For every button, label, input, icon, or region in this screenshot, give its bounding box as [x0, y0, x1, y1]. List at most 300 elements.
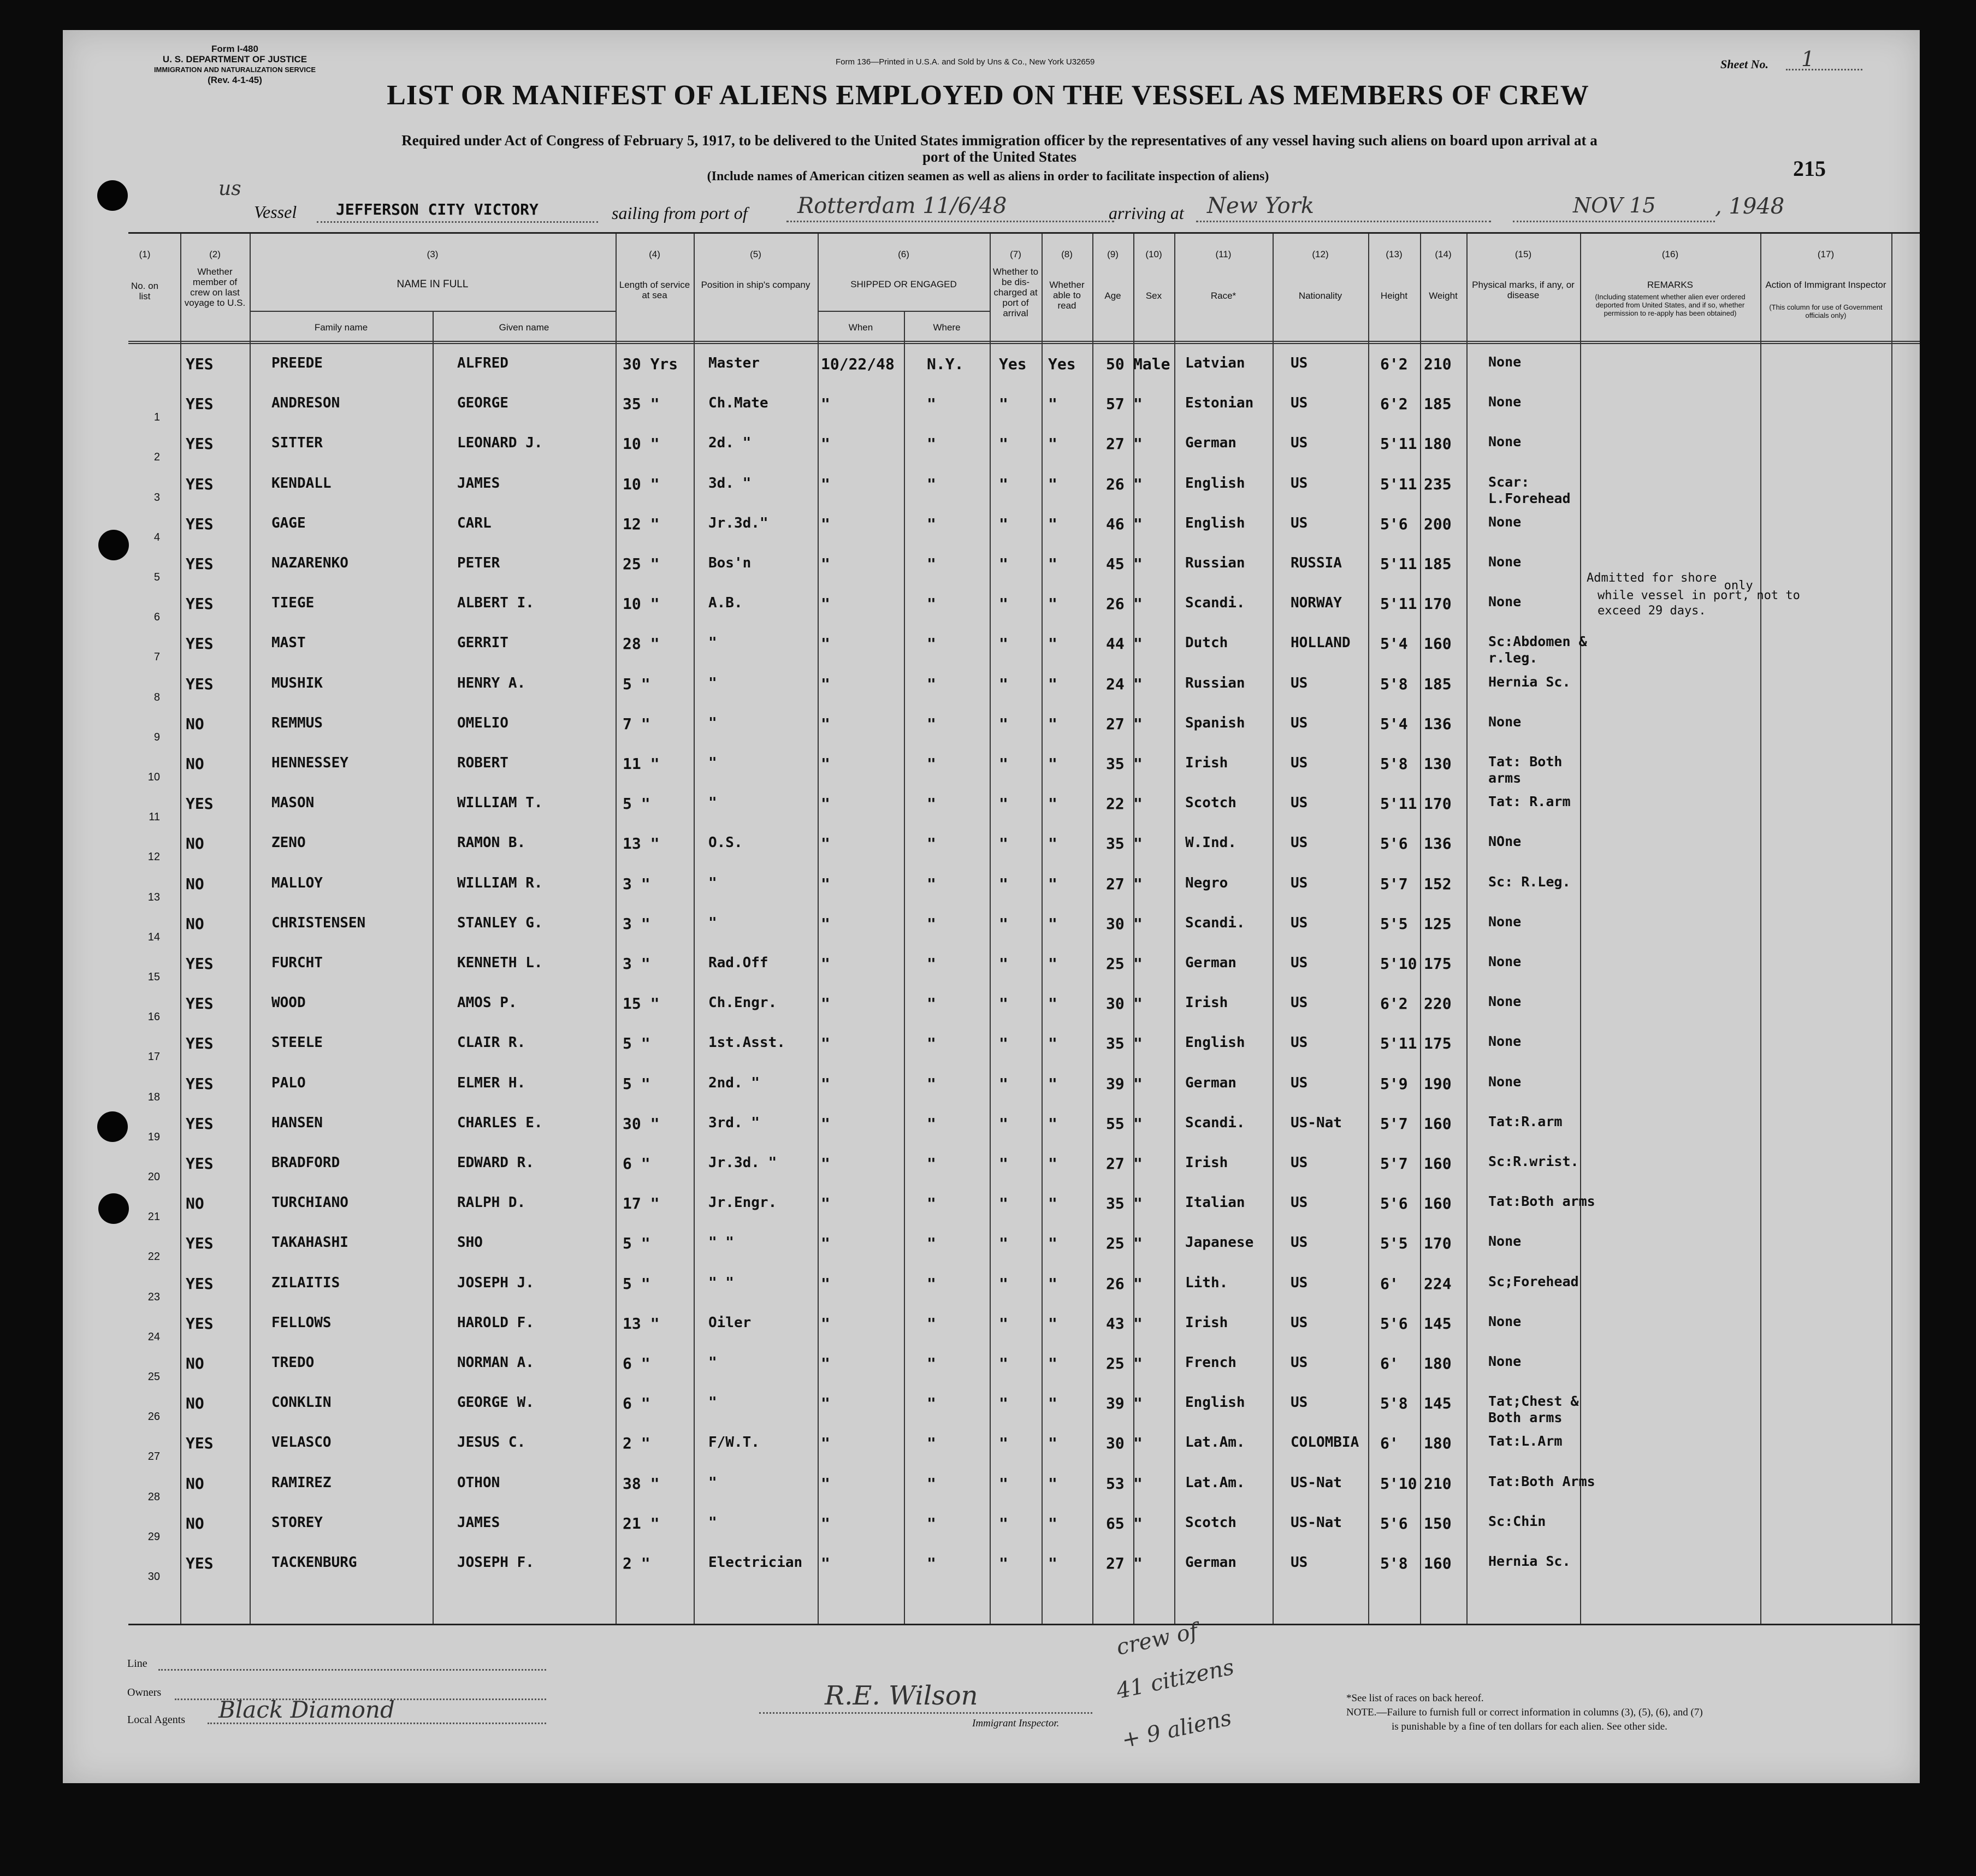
inspector-signature: R.E. Wilson [825, 1680, 978, 1711]
row-number: 24 [147, 1330, 160, 1343]
cell-where: " [927, 475, 936, 493]
cell-nat: US [1291, 835, 1308, 851]
cell-where: " [927, 1514, 936, 1532]
cell-family: STOREY [271, 1514, 323, 1531]
cell-disch: " [999, 395, 1008, 413]
cell-weight: 180 [1424, 1434, 1452, 1453]
col-num-1: (1) [139, 249, 151, 259]
cell-position: " " [708, 1274, 734, 1291]
cell-age: 27 [1106, 714, 1125, 733]
cell-marks: None [1488, 394, 1522, 410]
cell-position: 1st.Asst. [708, 1034, 785, 1051]
cell-when: " [821, 475, 830, 493]
cell-crew: YES [186, 1234, 214, 1253]
cell-sex: " [1133, 1354, 1143, 1372]
cell-age: 24 [1106, 674, 1125, 693]
cell-when: " [821, 1394, 830, 1413]
cell-disch: " [999, 714, 1008, 733]
column-rule [1368, 234, 1369, 1624]
cell-height: 6'2 [1380, 395, 1408, 413]
cell-weight: 160 [1424, 1194, 1452, 1213]
remarks-note-3: exceed 29 days. [1598, 604, 1706, 618]
row-number: 2 [153, 451, 160, 464]
cell-sex: " [1133, 714, 1143, 733]
punch-hole [98, 530, 129, 560]
cell-weight: 175 [1424, 955, 1452, 973]
cell-given: JAMES [457, 1514, 500, 1531]
header-rule-double [128, 341, 1920, 342]
cell-sex: " [1133, 435, 1143, 453]
cell-weight: 160 [1424, 1155, 1452, 1173]
cell-race: Irish [1185, 1155, 1228, 1171]
cell-family: PREEDE [271, 355, 323, 371]
cell-given: EDWARD R. [457, 1155, 534, 1171]
cell-service: 12 " [623, 514, 660, 533]
service-name: IMMIGRATION AND NATURALIZATION SERVICE [153, 66, 316, 74]
vessel-line [317, 199, 598, 223]
cell-where: " [927, 1074, 936, 1093]
col-read-header: Whether able to read [1049, 280, 1085, 311]
row-number: 10 [147, 771, 160, 783]
cell-read: " [1048, 514, 1057, 533]
subtitle-line-2: port of the United States [922, 149, 1076, 165]
cell-service: 5 " [623, 674, 650, 693]
col-num-4: (4) [649, 249, 660, 259]
cell-marks: None [1488, 354, 1522, 370]
cell-height: 6' [1380, 1354, 1399, 1372]
cell-sex: " [1133, 595, 1143, 613]
cell-race: Scotch [1185, 1514, 1237, 1531]
cell-race: Japanese [1185, 1234, 1254, 1251]
cell-family: SITTER [271, 435, 323, 452]
row-number: 25 [147, 1371, 160, 1383]
cell-race: Irish [1185, 1314, 1228, 1331]
col-age-header: Age [1104, 291, 1121, 301]
cell-nat: US-Nat [1291, 1474, 1342, 1491]
cell-position: 2nd. " [708, 1074, 760, 1091]
cell-race: Russian [1185, 555, 1245, 571]
cell-crew: YES [186, 795, 214, 813]
cell-sex: " [1133, 514, 1143, 533]
cell-sex: " [1133, 1514, 1143, 1532]
cell-when: " [821, 555, 830, 573]
cell-marks: None [1488, 1313, 1522, 1329]
arrival-date: NOV 15 [1573, 193, 1656, 217]
cell-marks: Tat:L.Arm [1488, 1433, 1563, 1449]
cell-position: Oiler [708, 1314, 752, 1331]
column-rule [1891, 234, 1892, 1624]
cell-age: 26 [1106, 475, 1125, 493]
cell-weight: 170 [1424, 595, 1452, 613]
cell-marks: None [1488, 554, 1522, 570]
cell-service: 3 " [623, 955, 650, 973]
owners-label: Owners [127, 1686, 162, 1699]
cell-nat: US [1291, 874, 1308, 891]
cell-service: 17 " [623, 1194, 660, 1213]
cell-weight: 170 [1424, 1234, 1452, 1253]
cell-when: " [821, 1474, 830, 1493]
cell-crew: NO [186, 1514, 204, 1532]
cell-race: French [1185, 1354, 1237, 1371]
cell-read: " [1048, 1354, 1057, 1372]
row-number: 15 [147, 971, 160, 983]
printer-line: Form 136—Printed in U.S.A. and Sold by Uns & Co., New York U32659 [836, 57, 1095, 67]
cell-height: 5'8 [1380, 1394, 1408, 1413]
cell-height: 5'11 [1380, 595, 1417, 613]
cell-nat: US [1291, 1354, 1308, 1371]
cell-disch: " [999, 1474, 1008, 1493]
sheet-line [1786, 47, 1862, 71]
row-number: 19 [147, 1131, 160, 1143]
cell-where: " [927, 1194, 936, 1213]
row-number: 23 [147, 1291, 160, 1303]
cell-crew: YES [186, 435, 214, 453]
row-number: 27 [147, 1451, 160, 1463]
cell-nat: US [1291, 1234, 1308, 1251]
cell-where: " [927, 1155, 936, 1173]
cell-height: 6'2 [1380, 355, 1408, 373]
cell-race: Lat.Am. [1185, 1474, 1245, 1491]
cell-age: 25 [1106, 955, 1125, 973]
cell-sex: Male [1133, 355, 1170, 373]
col-num-12: (12) [1312, 249, 1329, 259]
cell-age: 27 [1106, 435, 1125, 453]
column-rule [1174, 234, 1175, 1624]
cell-marks: NOne [1488, 833, 1522, 850]
cell-read: " [1048, 714, 1057, 733]
cell-position: 3d. " [708, 475, 752, 492]
cell-marks: Sc: R.Leg. [1488, 873, 1571, 890]
cell-sex: " [1133, 1394, 1143, 1413]
row-number: 6 [153, 611, 160, 624]
cell-service: 2 " [623, 1554, 650, 1572]
cell-age: 35 [1106, 835, 1125, 853]
cell-nat: US [1291, 1034, 1308, 1051]
cell-race: Spanish [1185, 714, 1245, 731]
col-num-11: (11) [1215, 249, 1232, 259]
cell-where: " [927, 955, 936, 973]
row-number: 30 [147, 1571, 160, 1583]
row-number: 4 [153, 531, 160, 543]
cell-marks: None [1488, 1033, 1522, 1050]
cell-height: 5'4 [1380, 714, 1408, 733]
cell-crew: NO [186, 1194, 204, 1213]
cell-disch: " [999, 1394, 1008, 1413]
cell-service: 13 " [623, 1314, 660, 1333]
cell-race: Lith. [1185, 1274, 1228, 1291]
row-number: 8 [153, 691, 160, 703]
cell-position: F/W.T. [708, 1434, 760, 1451]
cell-weight: 180 [1424, 435, 1452, 453]
row-number: 9 [153, 731, 160, 743]
cell-age: 26 [1106, 1274, 1125, 1293]
cell-where: " [927, 755, 936, 773]
cell-crew: YES [186, 995, 214, 1013]
cell-position: " [708, 714, 717, 731]
cell-disch: " [999, 914, 1008, 933]
cell-disch: " [999, 1434, 1008, 1453]
cell-position: Electrician [708, 1554, 803, 1571]
arriving-line [1196, 193, 1491, 222]
cell-marks: None [1488, 1073, 1522, 1090]
cell-position: A.B. [708, 595, 743, 612]
cell-family: REMMUS [271, 714, 323, 731]
cell-position: Ch.Mate [708, 395, 768, 412]
note-line-2: is punishable by a fine of ten dollars for each alien. See other side. [1392, 1721, 1667, 1732]
cell-height: 5'8 [1380, 674, 1408, 693]
cell-service: 21 " [623, 1514, 660, 1532]
cell-disch: " [999, 674, 1008, 693]
cell-when: " [821, 995, 830, 1013]
cell-given: HENRY A. [457, 674, 526, 691]
cell-height: 5'5 [1380, 914, 1408, 933]
cell-nat: US [1291, 995, 1308, 1011]
cell-race: Scotch [1185, 795, 1237, 812]
cell-family: HANSEN [271, 1114, 323, 1131]
cell-crew: YES [186, 635, 214, 653]
cell-disch: " [999, 595, 1008, 613]
row-number: 21 [147, 1211, 160, 1223]
cell-crew: YES [186, 955, 214, 973]
cell-position: Ch.Engr. [708, 995, 777, 1011]
cell-age: 27 [1106, 1155, 1125, 1173]
cell-position: 2d. " [708, 435, 752, 452]
inspector-label: Immigrant Inspector. [972, 1718, 1060, 1729]
cell-nat: US [1291, 1554, 1308, 1571]
cell-read: " [1048, 1155, 1057, 1173]
cell-marks: None [1488, 713, 1522, 730]
cell-when: " [821, 595, 830, 613]
cell-crew: YES [186, 674, 214, 693]
col-given-header: Given name [499, 322, 549, 333]
cell-height: 5'10 [1380, 1474, 1417, 1493]
cell-family: CONKLIN [271, 1394, 332, 1411]
cell-crew: YES [186, 1034, 214, 1053]
cell-position: " [708, 1354, 717, 1371]
cell-marks: Hernia Sc. [1488, 1553, 1571, 1569]
row-number: 18 [147, 1091, 160, 1103]
cell-race: Italian [1185, 1194, 1245, 1211]
col-sex-header: Sex [1145, 291, 1162, 301]
cell-age: 30 [1106, 995, 1125, 1013]
cell-disch: " [999, 1155, 1008, 1173]
cell-disch: " [999, 514, 1008, 533]
cell-read: " [1048, 595, 1057, 613]
cell-marks: Sc:R.wrist. [1488, 1153, 1579, 1169]
cell-family: MASON [271, 795, 315, 812]
cell-family: CHRISTENSEN [271, 914, 366, 931]
cell-when: " [821, 1314, 830, 1333]
column-rule [250, 234, 251, 1624]
cell-when: " [821, 1234, 830, 1253]
cell-sex: " [1133, 1234, 1143, 1253]
cell-service: 28 " [623, 635, 660, 653]
cell-weight: 150 [1424, 1514, 1452, 1532]
row-number: 12 [147, 851, 160, 863]
cell-marks: None [1488, 1233, 1522, 1250]
cell-family: ZILAITIS [271, 1274, 340, 1291]
cell-crew: NO [186, 914, 204, 933]
cell-nat: US [1291, 755, 1308, 771]
cell-position: " [708, 1394, 717, 1411]
crew-table [128, 232, 1920, 1625]
col-service-header: Length of service at sea [619, 280, 690, 300]
cell-age: 50 [1106, 355, 1125, 373]
cell-weight: 125 [1424, 914, 1452, 933]
cell-marks: None [1488, 434, 1522, 450]
cell-sex: " [1133, 555, 1143, 573]
row-number: 3 [153, 491, 160, 504]
cell-race: German [1185, 1554, 1237, 1571]
cell-age: 65 [1106, 1514, 1125, 1532]
cell-when: " [821, 1274, 830, 1293]
cell-position: O.S. [708, 835, 743, 851]
cell-age: 46 [1106, 514, 1125, 533]
cell-service: 6 " [623, 1354, 650, 1372]
cell-when: " [821, 635, 830, 653]
cell-position: " [708, 674, 717, 691]
cell-where: " [927, 914, 936, 933]
cell-race: Negro [1185, 874, 1228, 891]
cell-service: 5 " [623, 1034, 650, 1053]
cell-read: " [1048, 874, 1057, 893]
cell-sex: " [1133, 1434, 1143, 1453]
cell-age: 55 [1106, 1114, 1125, 1133]
cell-when: " [821, 1114, 830, 1133]
cell-read: " [1048, 755, 1057, 773]
cell-crew: NO [186, 755, 204, 773]
cell-read: " [1048, 674, 1057, 693]
cell-read: " [1048, 995, 1057, 1013]
cell-crew: NO [186, 714, 204, 733]
cell-marks: Tat: R.arm [1488, 794, 1571, 810]
column-rule [1420, 234, 1421, 1624]
cell-where: " [927, 1234, 936, 1253]
cell-disch: Yes [999, 355, 1027, 373]
cell-where: " [927, 1034, 936, 1053]
cell-family: MUSHIK [271, 674, 323, 691]
cell-read: Yes [1048, 355, 1076, 373]
cell-sex: " [1133, 475, 1143, 493]
col-num-13: (13) [1386, 249, 1403, 259]
col-action-header: Action of Immigrant Inspector [1765, 280, 1886, 290]
row-number: 26 [147, 1411, 160, 1423]
cell-marks: Hernia Sc. [1488, 673, 1571, 690]
cell-crew: NO [186, 1354, 204, 1372]
col-position-header: Position in ship's company [701, 280, 810, 290]
cell-read: " [1048, 795, 1057, 813]
cell-disch: " [999, 1034, 1008, 1053]
cell-marks: Tat: Both arms [1488, 754, 1563, 786]
cell-read: " [1048, 395, 1057, 413]
col-num-8: (8) [1061, 249, 1073, 259]
cell-race: Scandi. [1185, 1114, 1245, 1131]
cell-when: " [821, 795, 830, 813]
cell-crew: YES [186, 1114, 214, 1133]
cell-height: 5'11 [1380, 475, 1417, 493]
cell-given: GERRIT [457, 635, 508, 652]
cell-where: " [927, 1554, 936, 1572]
column-rule [818, 234, 819, 1624]
cell-weight: 136 [1424, 835, 1452, 853]
inspector-signature-line [759, 1680, 1092, 1714]
cell-marks: Sc:Abdomen & r.leg. [1488, 634, 1587, 666]
cell-height: 5'10 [1380, 955, 1417, 973]
col-num-14: (14) [1435, 249, 1452, 259]
cell-disch: " [999, 955, 1008, 973]
cell-nat: COLOMBIA [1291, 1434, 1359, 1451]
cell-service: 30 " [623, 1114, 660, 1133]
cell-disch: " [999, 1314, 1008, 1333]
cell-race: English [1185, 475, 1245, 492]
cell-given: LEONARD J. [457, 435, 543, 452]
col-num-15: (15) [1514, 249, 1532, 259]
cell-age: 25 [1106, 1354, 1125, 1372]
cell-when: " [821, 955, 830, 973]
cell-family: TACKENBURG [271, 1554, 357, 1571]
cell-weight: 145 [1424, 1394, 1452, 1413]
cell-given: STANLEY G. [457, 914, 543, 931]
cell-sex: " [1133, 395, 1143, 413]
cell-disch: " [999, 635, 1008, 653]
cell-nat: US [1291, 714, 1308, 731]
cell-service: 2 " [623, 1434, 650, 1453]
arrival-date-line [1513, 193, 1715, 222]
cell-height: 6' [1380, 1434, 1399, 1453]
row-number: 14 [147, 931, 160, 943]
cell-read: " [1048, 635, 1057, 653]
remarks-note-1-text: Admitted for shore [1587, 571, 1717, 585]
cell-position: " [708, 914, 717, 931]
cell-disch: " [999, 475, 1008, 493]
cell-weight: 160 [1424, 1114, 1452, 1133]
cell-where: " [927, 835, 936, 853]
cell-crew: NO [186, 874, 204, 893]
cell-given: SHO [457, 1234, 483, 1251]
cell-read: " [1048, 475, 1057, 493]
cell-when: " [821, 1434, 830, 1453]
cell-weight: 185 [1424, 674, 1452, 693]
cell-age: 39 [1106, 1074, 1125, 1093]
cell-race: English [1185, 514, 1245, 531]
cell-position: Rad.Off [708, 955, 768, 971]
cell-read: " [1048, 1194, 1057, 1213]
cell-age: 53 [1106, 1474, 1125, 1493]
form-rev: (Rev. 4-1-45) [208, 75, 262, 85]
cell-crew: YES [186, 1155, 214, 1173]
cell-nat: HOLLAND [1291, 635, 1351, 652]
cell-race: Estonian [1185, 395, 1254, 412]
cell-where: " [927, 555, 936, 573]
cell-where: " [927, 1394, 936, 1413]
cell-service: 10 " [623, 595, 660, 613]
sheet-number: 1 [1801, 47, 1815, 71]
cell-age: 35 [1106, 1194, 1125, 1213]
column-rule [433, 311, 434, 1624]
cell-height: 5'11 [1380, 795, 1417, 813]
cell-when: " [821, 514, 830, 533]
row-number: 28 [147, 1490, 160, 1503]
cell-position: " [708, 874, 717, 891]
col-num-2: (2) [209, 249, 221, 259]
column-rule [990, 234, 991, 1624]
cell-family: GAGE [271, 514, 306, 531]
cell-nat: RUSSIA [1291, 555, 1342, 571]
cell-age: 30 [1106, 1434, 1125, 1453]
cell-crew: YES [186, 395, 214, 413]
cell-nat: US [1291, 955, 1308, 971]
cell-race: English [1185, 1394, 1245, 1411]
